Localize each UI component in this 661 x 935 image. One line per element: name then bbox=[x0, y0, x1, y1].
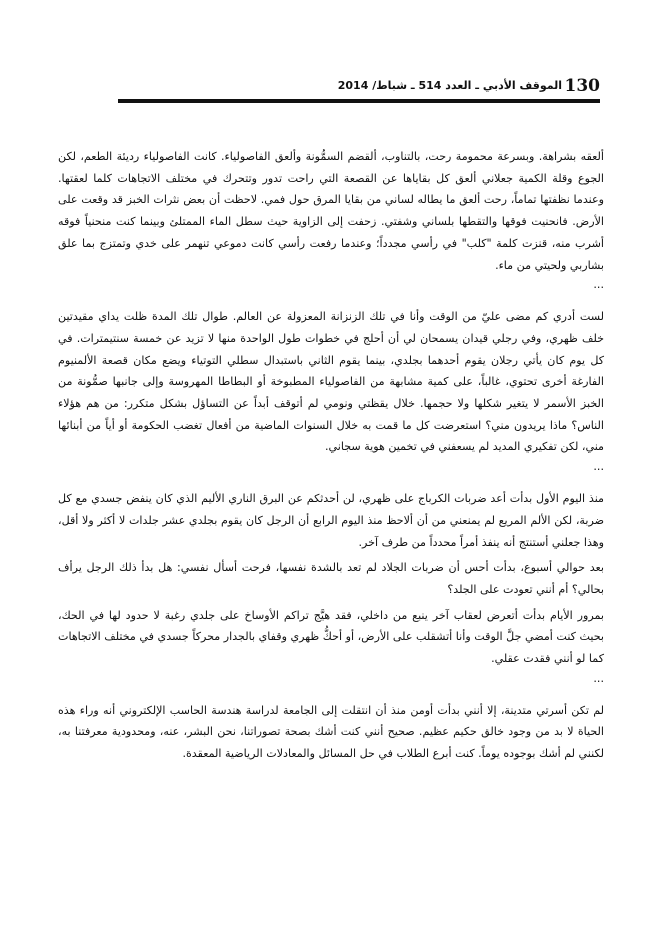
paragraph-4: بعد حوالي أسبوع، بدأت أحس أن ضربات الجلاد لم تعد بالشدة نفسها، فرحت أسأل نفسي: هل بدأ ذلك الرجل يرأف بحالي؟ أم أنني تعودت على الجلد؟ bbox=[58, 561, 604, 596]
section-break-ellipsis: ... bbox=[593, 278, 604, 292]
paragraph-5: بمرور الأيام بدأت أتعرض لعقاب آخر ينبع من داخلي، فقد هيَّج تراكم الأوساخ على جلدي رغبة لا حدود لها في الحك، بحيث كنت أمضي جلَّ الوقت وأنا أتشقلب على الأرض، أو أحكُّ ظهري وقفاي بالجدار محركاً جسدي في مختلف الاتجاهات كما لو أنني فقدت عقلي. bbox=[58, 608, 604, 666]
article-body bbox=[58, 146, 604, 765]
page-number: 130 bbox=[564, 76, 600, 96]
header-rule bbox=[118, 99, 600, 103]
page-header bbox=[118, 78, 600, 100]
section-break-ellipsis: ... bbox=[593, 671, 604, 685]
section-break-ellipsis: ... bbox=[593, 460, 604, 474]
paragraph-2: لست أدري كم مضى عليّ من الوقت وأنا في تلك الزنزانة المعزولة عن العالم. طوال تلك المدة ظلت يداي مقيدتين خلف ظهري، وفي رجلي قيدان يسمحان لي أن أحلج في خطوات طول الواحدة منها لا تزيد عن خمسة سنتيمترات. في كل يوم كان يأتي رجلان يقوم أحدهما بجلدي، بينما يقوم الثاني باستبدال سطلي التوتياء ويضع مكان قصعة الألمنيوم الفارغة أخرى تحتوي، غالباً، على كمية مشابهة من الفاصولياء المطبوخة أو البطاطا المهروسة وإلى جانبها صمُّونة من الخبز الأسمر لا يتغير شكلها ولا حجمها. خلال يقظتي ونومي لم أتوقف أبداً عن التساؤل بشكل متكرر: من هم هؤلاء الناس؟ ماذا يريدون مني؟ استعرضت كل ما قمت به خلال السنوات الماضية من أفعال تغضب الحكومة أو أياً من أبنائها مني، لكن تفكيري المديد لم يسعفني في تخمين هوية سجاني. bbox=[58, 310, 604, 454]
paragraph-3: منذ اليوم الأول بدأت أعد ضربات الكرباج على ظهري، لن أحدثكم عن البرق الناري الأليم الذي كان ينفض جسدي مع كل ضربة، لكن الألم المريع لم يمنعني من أن ألاحظ منذ اليوم الرابع أن الرجل كان يقوم بجلدي عشر جلدات لا أكثر ولا أقل، وهذا جعلني أستنتج أنه ينفذ أمراً محدداً من طرف آخر. bbox=[58, 492, 604, 549]
paragraph-1: ألعقه بشراهة. وبسرعة محمومة رحت، بالتناوب، ألقضم السمُّونة وألعق الفاصولياء. كانت الفاصولياء رديئة الطعم، لكن الجوع وقلة الكمية جعلاني ألعق كل بقاياها عن القصعة التي راحت تدور وتتحرك في مختلف الاتجاهات كلما لعقتها. وعندما نظفتها تماماً، رحت ألعق ما يطاله لساني من بقايا المرق حول فمي. لاحظت أن بعض نثرات الخبز قد وقعت على الأرض. فانحنيت فوقها والتقطها بلساني وشفتي. زحفت إلى الزاوية حيث سطل الماء الممتلئ وبينما كنت منحنياً فوقه أشرب منه، قنزت كلمة "كلب" في رأسي مجدداً؛ وعندما رفعت رأسي كانت دموعي تنهمر على خدي وتمتزج بما علق بشاربي ولحيتي من ماء. bbox=[58, 150, 604, 272]
paragraph-6: لم تكن أسرتي متدينة، إلا أنني بدأت أومن منذ أن انتقلت إلى الجامعة لدراسة هندسة الحاسب الإلكتروني أنه وراء هذه الحياة لا بد من وجود خالق حكيم عظيم. صحيح أنني كنت أشك بصحة تصوراتنا، نحن البشر، عنه، ومحدودية معرفتنا به، لكنني لم أشك بوجوده يوماً. كنت أبرع الطلاب في حل المسائل والمعادلات الرياضية المعقدة. bbox=[58, 703, 604, 761]
running-header-title: الموقف الأدبي ـ العدد 514 ـ شباط/ 2014 bbox=[337, 79, 562, 92]
